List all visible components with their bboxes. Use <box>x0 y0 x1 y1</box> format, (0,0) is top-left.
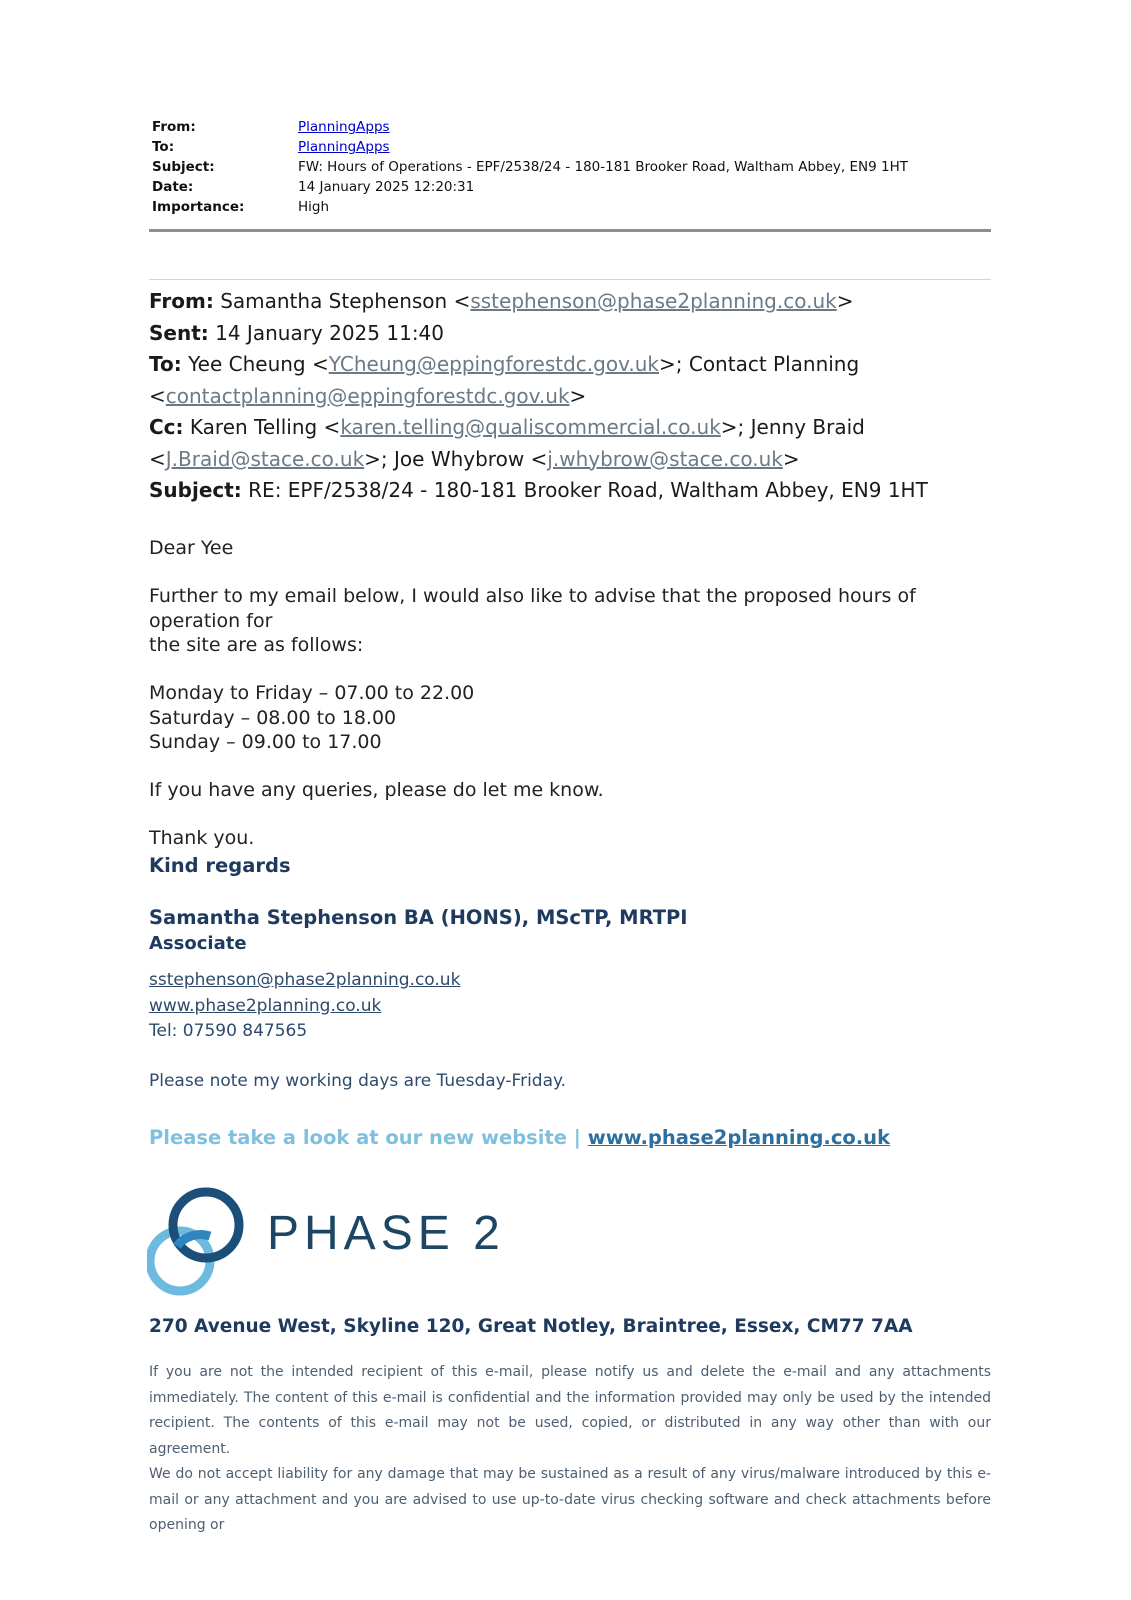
header-divider <box>149 229 991 232</box>
fwd-sent-line <box>149 318 999 350</box>
sig-regards: Kind regards <box>149 854 291 877</box>
fwd-from-name: Samantha Stephenson <box>220 289 448 313</box>
fwd-from-label: From: <box>149 289 214 313</box>
fwd-cc-2-email-link[interactable]: J.Braid@stace.co.uk <box>165 446 365 471</box>
email-body <box>149 536 999 851</box>
print-from-label: From: <box>152 119 196 135</box>
fwd-cc-line: Cc: Karen Telling <karen.telling@qualiscommercial.co.uk>; Jenny Braid <J.Braid@stace.co.uk>; Joe Whybrow <j.whybrow@stace.co.uk> <box>149 415 865 471</box>
print-header-importance-row <box>152 197 992 217</box>
print-date-label: Date: <box>152 179 194 195</box>
print-header-subject-row <box>152 157 992 177</box>
fwd-sent-label: Sent: <box>149 320 209 345</box>
greeting: Dear Yee <box>149 537 234 559</box>
fwd-to-label: To: <box>149 352 182 376</box>
disclaimer <box>149 1360 991 1539</box>
sig-name: Samantha Stephenson BA (HONS), MScTP, MRTPI <box>149 906 688 929</box>
queries-line: If you have any queries, please do let me know. <box>149 779 604 801</box>
fwd-subject-value: RE: EPF/2538/24 - 180-181 Brooker Road, Waltham Abbey, EN9 1HT <box>248 478 928 502</box>
print-date-value: 14 January 2025 12:20:31 <box>298 179 475 195</box>
fwd-to-line: To: Yee Cheung <YCheung@eppingforestdc.gov.uk>; Contact Planning <contactplanning@eppingforestdc.gov.uk> <box>149 352 860 408</box>
print-importance-value: High <box>298 199 330 215</box>
sig-web-link[interactable]: www.phase2planning.co.uk <box>587 1126 891 1149</box>
hours-weekday: Monday to Friday – 07.00 to 22.00 <box>149 682 475 704</box>
print-subject-label: Subject: <box>152 159 215 175</box>
fwd-to-2-name: Contact Planning <box>688 352 860 376</box>
fwd-from-email-link[interactable]: sstephenson@phase2planning.co.uk <box>470 289 837 313</box>
sig-tel: Tel: 07590 847565 <box>149 1021 308 1041</box>
print-to-link[interactable]: PlanningApps <box>298 139 390 155</box>
fwd-to-1-name: Yee Cheung <box>188 352 306 376</box>
fwd-subject-label: Subject: <box>149 478 242 502</box>
fwd-cc-label: Cc: <box>149 415 184 439</box>
fwd-cc-1-email-link[interactable]: karen.telling@qualiscommercial.co.uk <box>340 415 721 439</box>
sig-contact <box>149 968 999 1045</box>
print-from-link[interactable]: PlanningApps <box>298 119 390 135</box>
print-header-to-row <box>152 137 992 157</box>
fwd-sent-value: 14 January 2025 11:40 <box>215 320 445 345</box>
fwd-from-line: From: Samantha Stephenson <sstephenson@phase2planning.co.uk> <box>149 289 854 313</box>
print-to-label: To: <box>152 139 175 155</box>
fwd-to-2-email-link[interactable]: contactplanning@eppingforestdc.gov.uk <box>165 383 570 408</box>
hours-sunday: Sunday – 09.00 to 17.00 <box>149 731 382 753</box>
fwd-subject-line <box>149 475 999 507</box>
print-subject-value: FW: Hours of Operations - EPF/2538/24 - 180-181 Brooker Road, Waltham Abbey, EN9 1HT <box>298 159 908 175</box>
sig-email-link[interactable]: sstephenson@phase2planning.co.uk <box>149 970 461 990</box>
print-header <box>152 117 992 217</box>
forwarded-header <box>149 286 999 507</box>
body-para1-line1: Further to my email below, I would also like to advise that the proposed hours of operation for <box>149 585 916 632</box>
hours-saturday: Saturday – 08.00 to 18.00 <box>149 706 397 729</box>
disclaimer-p1: If you are not the intended recipient of this e-mail, please notify us and delete the e-mail and any attachments immediately. The content of this e-mail is confidential and the information provided may only be used by the intended recipient. The contents of this e-mail may not be used, copied, or distributed in any way other than with our agreement. <box>149 1364 991 1457</box>
disclaimer-p2: We do not accept liability for any damage that may be sustained as a result of any virus/malware introduced by this e-mail or any attachment and you are advised to use up-to-date virus checking software and check attachments before opening or <box>149 1466 991 1533</box>
sig-web-prompt: Please take a look at our new website | <box>149 1126 581 1149</box>
sig-working-days: Please note my working days are Tuesday-Friday. <box>149 1071 567 1091</box>
fwd-cc-3-email-link[interactable]: j.whybrow@stace.co.uk <box>547 446 783 471</box>
message-divider <box>149 279 991 280</box>
body-para1-line2: the site are as follows: <box>149 634 364 656</box>
company-address: 270 Avenue West, Skyline 120, Great Notley, Braintree, Essex, CM77 7AA <box>149 1316 913 1337</box>
thanks-line: Thank you. <box>149 827 255 849</box>
fwd-cc-2-name: Jenny Braid <box>750 415 865 439</box>
fwd-cc-1-name: Karen Telling <box>189 415 318 439</box>
sig-website-link[interactable]: www.phase2planning.co.uk <box>149 995 382 1016</box>
fwd-to-1-email-link[interactable]: YCheung@eppingforestdc.gov.uk <box>328 352 659 376</box>
print-header-from-row <box>152 117 992 137</box>
logo-wordmark: PHASE 2 <box>267 1207 505 1260</box>
print-importance-label: Importance: <box>152 199 245 215</box>
phase2-logo <box>147 1180 507 1300</box>
fwd-cc-3-name: Joe Whybrow <box>394 446 525 471</box>
sig-website-promo <box>149 1126 999 1149</box>
print-header-date-row <box>152 177 992 197</box>
sig-role: Associate <box>149 933 247 954</box>
